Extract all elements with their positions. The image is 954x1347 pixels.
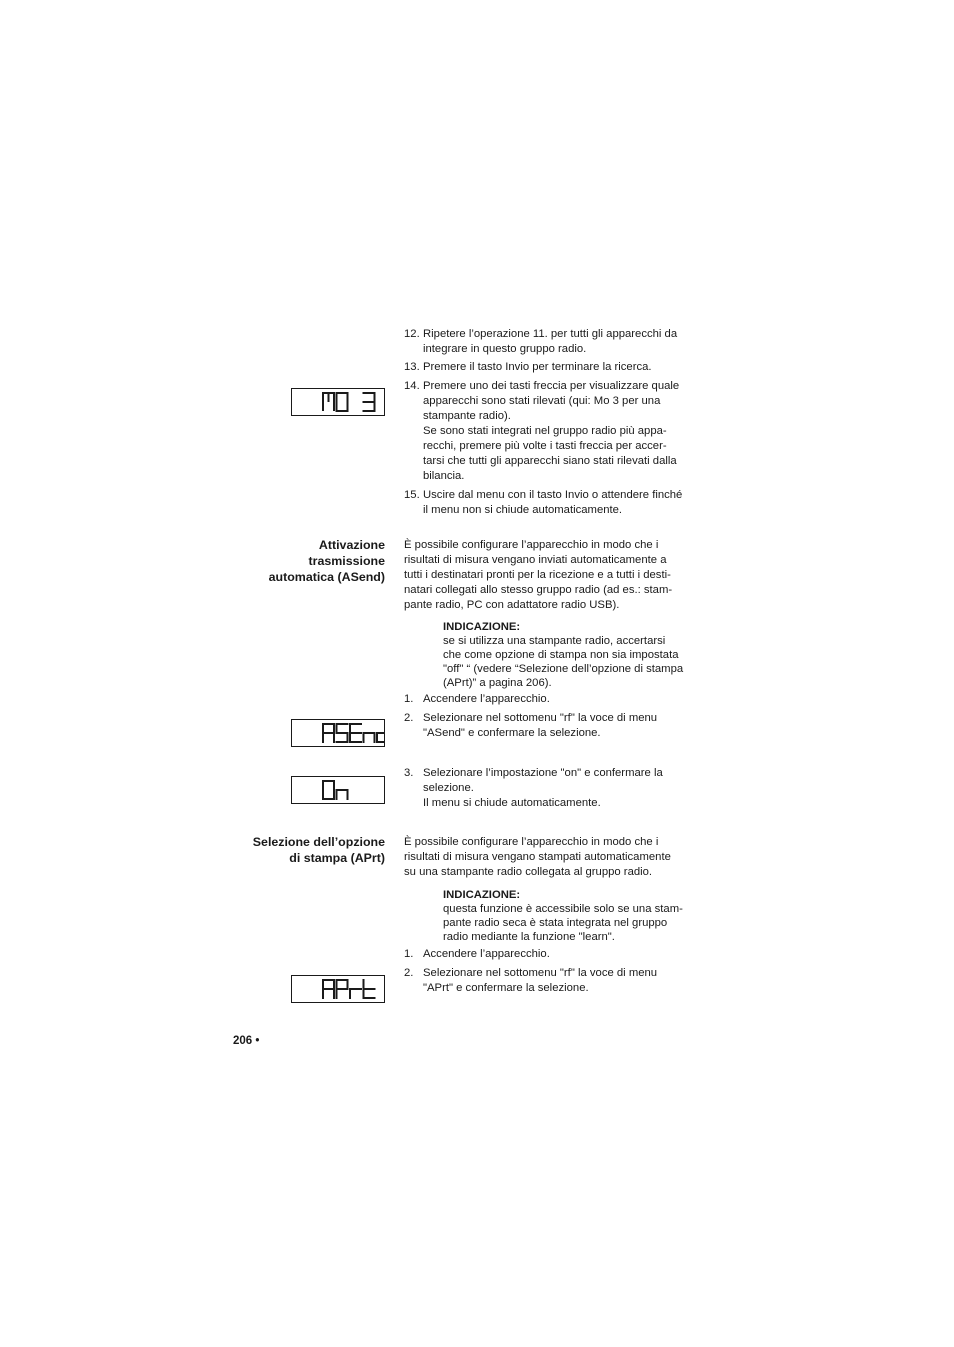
step-14 <box>404 379 694 484</box>
step-text: Accendere l’apparecchio. <box>423 693 550 705</box>
step-number: 13. <box>404 361 420 373</box>
step-number: 3. <box>404 767 414 779</box>
step-number: 1. <box>404 693 414 705</box>
step-text: Selezionare nel sottomenu "rf" la voce di menu "ASend" e confermare la selezione. <box>423 712 658 739</box>
section-intro-aprt: È possibile configurare l’apparecchio in modo che i risultati di misura vengano stampati automaticamente su una stampante radio collegata al gruppo radio. <box>404 836 671 878</box>
step-text: Premere uno dei tasti freccia per visualizzare quale apparecchi sono stati rilevati (qui: Mo 3 per una stampante radio). Se sono stati integrati nel gruppo radio più appa- recchi, premere più volte i tasti freccia per accer- tarsi che tutti gli apparecchi siano stati rilevati dalla bilancia. <box>423 380 680 482</box>
step-text: Premere il tasto Invio per terminare la ricerca. <box>423 361 652 373</box>
lcd-display-mo3 <box>291 388 385 416</box>
lcd-display-aprt <box>291 975 385 1003</box>
aprt-step-2 <box>404 966 694 996</box>
lcd-svg <box>292 720 384 746</box>
step-text: Accendere l’apparecchio. <box>423 948 550 960</box>
step-number: 14. <box>404 380 420 392</box>
note-text: se si utilizza una stampante radio, accertarsi che come opzione di stampa non sia impostata "off" “ (vedere “Selezione dell’opzione di stampa (APrt)” a pagina 206). <box>443 635 684 689</box>
page-number: 206 • <box>233 1035 260 1047</box>
note-text: questa funzione è accessibile solo se una stam- pante radio seca è stata integrata nel gruppo radio mediante la funzione "learn". <box>443 903 683 943</box>
step-number: 2. <box>404 712 414 724</box>
step-text: Selezionare l’impostazione "on" e confermare la selezione. Il menu si chiude automaticamente. <box>423 767 663 809</box>
asend-step-1 <box>404 692 694 707</box>
note-label: INDICAZIONE: <box>443 621 521 633</box>
step-number: 2. <box>404 967 414 979</box>
asend-step-3 <box>404 766 694 811</box>
note-label: INDICAZIONE: <box>443 889 521 901</box>
aprt-step-1 <box>404 947 694 962</box>
step-text: Uscire dal menu con il tasto Invio o attendere finché il menu non si chiude automaticamente. <box>423 489 683 516</box>
note-aprt <box>443 888 698 944</box>
step-text: Ripetere l’operazione 11. per tutti gli apparecchi da integrare in questo gruppo radio. <box>423 328 678 355</box>
lcd-svg <box>292 777 384 803</box>
step-number: 15. <box>404 489 420 501</box>
lcd-svg <box>292 389 384 415</box>
asend-step-2 <box>404 711 694 741</box>
note-asend <box>443 620 698 690</box>
section-heading-aprt: Selezione dell’opzione di stampa (APrt) <box>252 835 385 865</box>
step-text: Selezionare nel sottomenu "rf" la voce di menu "APrt" e confermare la selezione. <box>423 967 658 994</box>
step-number: 1. <box>404 948 414 960</box>
lcd-display-asend <box>291 719 385 747</box>
step-15 <box>404 488 694 518</box>
step-number: 12. <box>404 328 420 340</box>
section-intro-asend: È possibile configurare l’apparecchio in modo che i risultati di misura vengano inviati automaticamente a tutti i destinatari pronti per la ricezione e a tutti i desti- natari collegati allo stesso gruppo radio (ad es.: stam- pante radio, PC con adattatore radio USB). <box>404 539 673 611</box>
section-heading-asend: Attivazione trasmissione automatica (ASend) <box>268 538 385 584</box>
step-12 <box>404 327 694 357</box>
lcd-display-on <box>291 776 385 804</box>
step-13 <box>404 360 694 375</box>
lcd-svg <box>292 976 384 1002</box>
